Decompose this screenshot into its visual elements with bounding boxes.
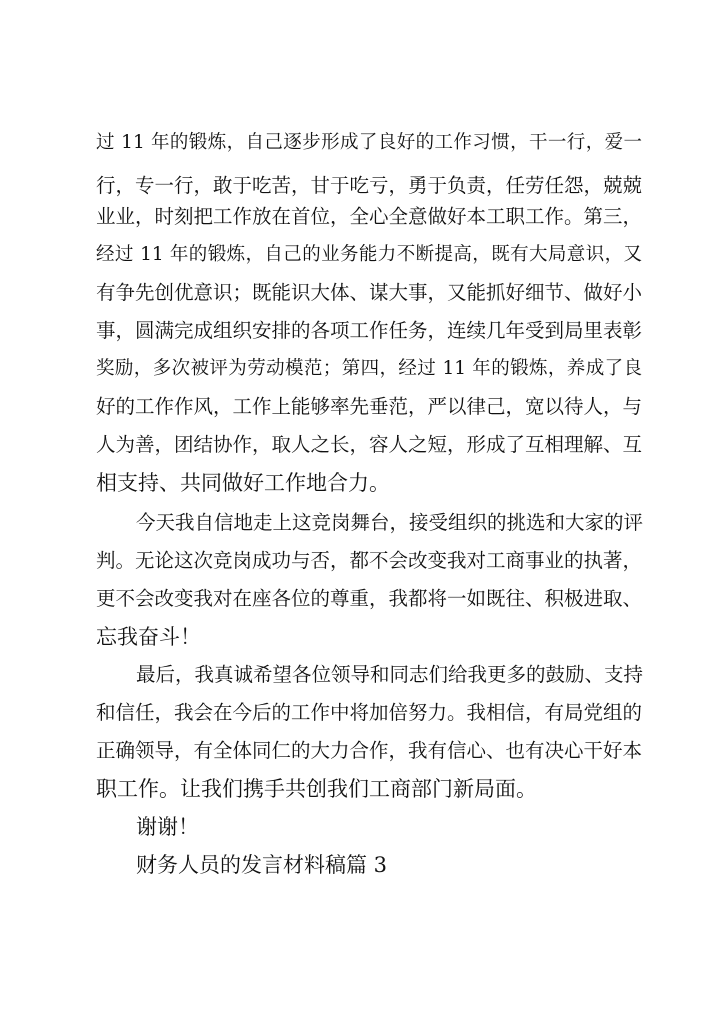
next-section-heading: 财务人员的发言材料稿篇 3: [136, 853, 388, 877]
paragraph-3-line: 最后，我真诚希望各位领导和同志们给我更多的鼓励、支持: [136, 663, 644, 686]
paragraph-2-line: 判。无论这次竞岗成功与否，都不会改变我对工商事业的执著，: [96, 549, 643, 572]
paragraph-3-line: 和信任，我会在今后的工作中将加倍努力。我相信，有局党组的: [96, 701, 643, 724]
paragraph-2-line: 忘我奋斗！: [96, 625, 201, 649]
paragraph-1-line: 好的工作作风，工作上能够率先垂范，严以律己，宽以待人，与: [96, 395, 643, 418]
paragraph-3-line: 职工作。让我们携手共创我们工商部门新局面。: [96, 777, 537, 801]
paragraph-1-line: 人为善，团结协作，取人之长，容人之短，形成了互相理解、互: [96, 433, 643, 456]
paragraph-3-line: 正确领导，有全体同仁的大力合作，我有信心、也有决心干好本: [96, 739, 643, 762]
paragraph-1-line: 奖励，多次被评为劳动模范；第四，经过 11 年的锻炼，养成了良: [96, 358, 642, 379]
paragraph-1-line: 过 11 年的锻炼，自己逐步形成了良好的工作习惯，干一行，爱一: [96, 132, 642, 153]
paragraph-1-line: 经过 11 年的锻炼，自己的业务能力不断提高，既有大局意识，又: [96, 244, 642, 265]
paragraph-1-line: 有争先创优意识；既能识大体、谋大事，又能抓好细节、做好小: [96, 281, 643, 304]
paragraph-1-line: 事，圆满完成组织安排的各项工作任务，连续几年受到局里表彰: [96, 319, 643, 342]
paragraph-2-line: 更不会改变我对在座各位的尊重，我都将一如既往、积极进取、: [96, 587, 643, 610]
paragraph-1-line: 业业，时刻把工作放在首位，全心全意做好本工职工作。第三，: [96, 205, 643, 228]
thanks-line: 谢谢！: [136, 815, 199, 839]
paragraph-1-line: 相支持、共同做好工作地合力。: [96, 471, 390, 495]
paragraph-2-line: 今天我自信地走上这竞岗舞台，接受组织的挑选和大家的评: [136, 511, 644, 534]
paragraph-1-line: 行，专一行，敢于吃苦，甘于吃亏，勇于负责，任劳任怨，兢兢: [96, 174, 643, 197]
